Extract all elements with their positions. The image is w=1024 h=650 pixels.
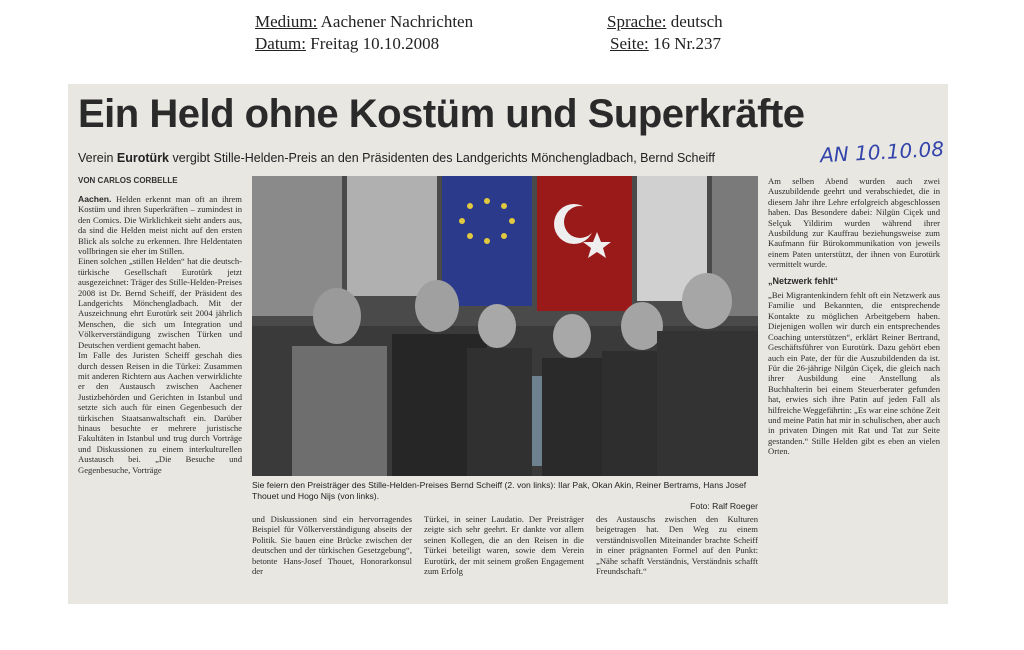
column-5 bbox=[768, 176, 940, 600]
newspaper-clipping bbox=[68, 84, 948, 604]
photo-illustration bbox=[252, 176, 758, 476]
byline: VON CARLOS CORBELLE bbox=[78, 176, 178, 185]
meta-language-value: deutsch bbox=[670, 12, 723, 31]
meta-medium-key: Medium: bbox=[255, 12, 318, 31]
meta-date-value: Freitag 10.10.2008 bbox=[310, 34, 440, 53]
col1-paragraph-1: Helden erkennt man oft an ihrem Kostüm und ihren Superkräften – zumindest in den Comics. Die Wirklichkeit sieht anders aus, da sind die Helden meist nicht auf den ersten Blick als solche zu erkennen. Ihre Heldentaten vollbringen sie eher im Stillen. bbox=[78, 194, 242, 257]
col4-text: des Austauschs zwischen den Kulturen beigetragen hat. Den Weg zu einem verständnisvollen Miteinander brachte Scheiff in einer prägnanten Formel auf den Punkt: „Nähe schafft Verständnis, Verständnis schafft Freundschaft.“ bbox=[596, 514, 758, 577]
col1-paragraph-3: Im Falle des Juristen Scheiff geschah dies durch dessen Reisen in die Türkei: Zusammen mit anderen Richtern aus Aachen verwirklichte er den Austausch zwischen Aachener Justizbehörden und Gerichten in Istanbul und setzte sich auch für einen Gegenbesuch der türkischen Staatsanwaltschaft ein. Darüber hinaus besuchte er mehrere juristische Fakultäten in Istanbul und trug durch Vorträge und Diskussionen zu einem interkulturellen Austausch bei. „Die Besuche und Gegenbesuche, Vorträge bbox=[78, 350, 242, 475]
flag-germany bbox=[347, 176, 437, 296]
meta-page-value: 16 Nr.237 bbox=[652, 34, 721, 53]
subline-post: vergibt Stille-Helden-Preis an den Präsidenten des Landgerichts Mönchengladbach, Bernd Scheiff bbox=[169, 151, 715, 165]
col5-heading: „Netzwerk fehlt“ bbox=[768, 275, 839, 286]
col2-text: und Diskussionen sind ein hervorragendes Beispiel für Völkerverständigung abseits der Politik. Sie bauen eine Brücke zwischen der deutschen und der türkischen Gesetzgebung“, betonte Hans-Josef Thouet, Honorarkonsul der bbox=[252, 514, 412, 577]
meta-medium-value: Aachener Nachrichten bbox=[320, 12, 474, 31]
subline bbox=[78, 151, 715, 165]
column-2 bbox=[252, 514, 412, 599]
caption-text: Sie feiern den Preisträger des Stille-Helden-Preises Bernd Scheiff (2. von links): Ilar Pak, Okan Akin, Reiner Bertrams, Hans Josef Thouet und Hogo Nijs (von links). bbox=[252, 480, 747, 501]
headline: Ein Held ohne Kostüm und Superkräfte bbox=[78, 92, 805, 136]
col5-paragraph-2: „Bei Migrantenkindern fehlt oft ein Netzwerk aus Familie und Bekannten, die entsprechende Kontakte zu möglichen Arbeitgebern haben. Diejenigen wollen wir durch ein entsprechendes Coaching unterstützen“, erklärt Reiner Bertrand, Geschäftsführer von Eurotürk. Dazu gehört eben auch ein Pate, der für die Auszubildenden da ist. Für die 26-jährige Nilgün Ciçek, die gleich nach ihrer Ausbildung eine Anstellung als Buchhalterin bei einem Steuerberater gefunden hat, erwies sich ihre Patin auf jeden Fall als hilfreiche Weggefährtin: „Es war eine schöne Zeit und meine Patin hat mir in schulischen, aber auch in privaten Dingen mit Rat und Tat zur Seite gestanden.“ Stille Helden gibt es eben an vielen Orten. bbox=[768, 290, 940, 457]
meta-date-key: Datum: bbox=[255, 34, 306, 53]
subline-bold: Eurotürk bbox=[116, 151, 170, 165]
flag-turkey bbox=[537, 176, 632, 311]
photo-credit: Foto: Ralf Roeger bbox=[690, 501, 758, 511]
col1-paragraph-2: Einen solchen „stillen Helden“ hat die deutsch-türkische Gesellschaft Eurotürk jetzt ausgezeichnet: Träger des Stille-Helden-Preises 2008 ist Dr. Bernd Scheiff, der Präsident des Landgerichts Mönchengladbach. Mit der Auszeichnung ehrt Eurotürk seit 2004 jährlich Menschen, die sich um Integration und Völkerverständigung zwischen Türken und Deutschen verdient gemacht haben. bbox=[78, 256, 242, 350]
column-4 bbox=[596, 514, 758, 599]
col5-paragraph-1: Am selben Abend wurden auch zwei Auszubildende geehrt und verabschiedet, die in diesem Jahr ihre Lehre erfolgreich abgeschlossen haben. Das Besondere dabei: Nilgün Ciçek und Selçuk Yildirim wurden während ihrer Ausbildung zur Kauffrau beziehungsweise zum Kaufmann für Bürokommunikation von jeweils einem Paten unterstützt, der ihnen von Eurotürk vermittelt wurde. bbox=[768, 176, 940, 270]
photo-caption bbox=[252, 480, 758, 512]
meta-date bbox=[255, 34, 439, 54]
article-photo bbox=[252, 176, 758, 476]
subline-pre: Verein bbox=[78, 151, 117, 165]
meta-page-key: Seite: bbox=[610, 34, 649, 53]
meta-language bbox=[607, 12, 723, 32]
column-3 bbox=[424, 514, 584, 599]
dateline: Aachen. bbox=[78, 194, 112, 204]
column-1 bbox=[78, 194, 242, 599]
meta-language-key: Sprache: bbox=[607, 12, 667, 31]
meta-medium bbox=[255, 12, 473, 32]
meta-page bbox=[610, 34, 721, 54]
handwritten-date-stamp: AN 10.10.08 bbox=[819, 136, 945, 168]
col3-text: Türkei, in seiner Laudatio. Der Preisträger zeigte sich sehr geehrt. Er dankte vor allem seinen Kollegen, die an den Reisen in die Türkei beteiligt waren, sowie dem Verein Eurotürk, der mit seinem großen Engagement zum Erfolg bbox=[424, 514, 584, 577]
